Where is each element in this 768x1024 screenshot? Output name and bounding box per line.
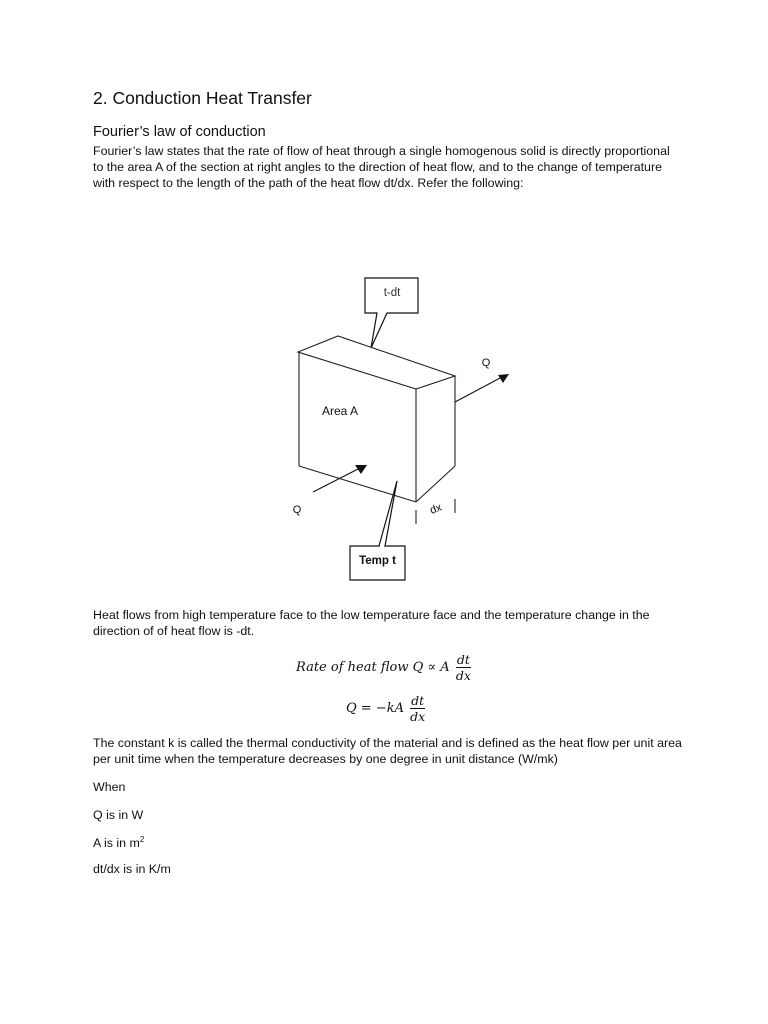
callout-bottom-text: Temp t <box>359 555 396 567</box>
conduction-diagram <box>0 230 768 590</box>
page-title: 2. Conduction Heat Transfer <box>93 88 312 108</box>
equation-proportional <box>296 652 471 683</box>
slab <box>298 336 455 502</box>
fraction-numerator: dt <box>456 652 470 667</box>
q-right-label: Q <box>481 357 491 369</box>
unit-area-text: A is in m <box>93 836 140 851</box>
callout-top-text: t-dt <box>383 287 401 299</box>
heat-flow-paragraph: Heat flows from high temperature face to the low temperature face and the temperature change in the direction of of heat flow is -dt. <box>93 608 650 639</box>
unit-area <box>93 835 144 850</box>
dx-label: dx <box>428 501 444 517</box>
equation-fourier-law <box>346 693 425 724</box>
fraction-denominator: dx <box>455 668 471 683</box>
heat-flow-out-arrow <box>455 374 509 402</box>
equation-fourier-text: Q = −kA <box>346 701 404 716</box>
section-title: Fourier’s law of conduction <box>93 124 266 140</box>
fraction-dt-dx <box>456 652 471 683</box>
fraction-denominator-2: dx <box>410 709 426 724</box>
heat-flow-in-arrow <box>313 465 367 492</box>
callout-top <box>365 278 418 348</box>
intro-paragraph: Fourier’s law states that the rate of flow of heat through a single homogenous solid is directly proportional to the area A of the section at right angles to the direction of heat flow, and to the change of temperature with respect to the length of the path of the heat flow dt/dx. Refer the following: <box>93 144 670 191</box>
unit-area-exponent: 2 <box>139 835 145 844</box>
when-label: When <box>93 780 126 794</box>
q-left-label: Q <box>292 504 302 516</box>
fraction-numerator-2: dt <box>411 693 425 708</box>
unit-dtdx: dt/dx is in K/m <box>93 862 171 876</box>
area-label: Area A <box>321 404 359 418</box>
unit-q: Q is in W <box>93 808 144 822</box>
thermal-conductivity-paragraph: The constant k is called the thermal conductivity of the material and is defined as the heat flow per unit area per unit time when the temperature decreases by one degree in unit distance (W/mk) <box>93 736 682 767</box>
equation-proportional-text: Rate of heat flow Q ∝ A <box>296 660 450 675</box>
fraction-dt-dx-2 <box>410 693 425 724</box>
